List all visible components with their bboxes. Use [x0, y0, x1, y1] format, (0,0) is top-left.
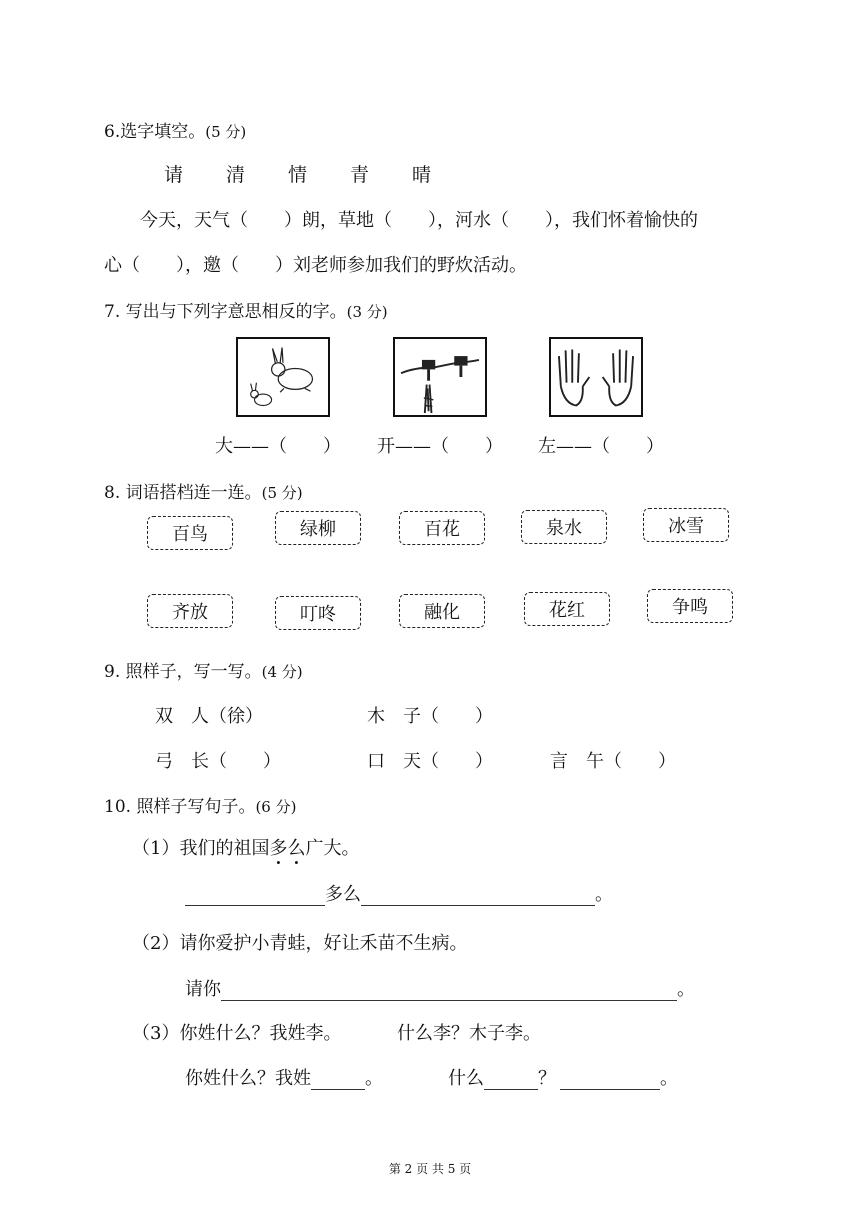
q7-item-3: 左——（ ） — [538, 436, 664, 457]
word-bank-item: 清 — [226, 164, 246, 186]
fill-text: 。 — [660, 1068, 678, 1089]
q6-line-2: 心（ ），邀（ ）刘老师参加我们的野炊活动。 — [104, 255, 527, 276]
word-box-top[interactable]: 百花 — [399, 511, 485, 545]
sentence-label: （3） — [132, 1023, 180, 1044]
word-bank-item: 请 — [164, 164, 184, 186]
q10-fill-1 — [185, 880, 613, 906]
answer-blank[interactable] — [560, 1071, 660, 1090]
rabbits-icon — [238, 339, 328, 415]
fill-text: 请你 — [185, 979, 221, 1000]
word-box-bottom[interactable]: 融化 — [399, 594, 485, 628]
q9-example: 双 人（徐） — [155, 706, 263, 727]
faucet-picture — [393, 337, 487, 417]
rabbits-picture — [236, 337, 330, 417]
word-box-top[interactable]: 冰雪 — [643, 508, 729, 542]
word-box-top[interactable]: 绿柳 — [275, 511, 361, 545]
fill-text: 你姓什么？我姓 — [185, 1068, 311, 1089]
fill-text: 什么 — [448, 1068, 484, 1089]
q7-item-2: 开——（ ） — [377, 436, 503, 457]
word-box-top[interactable]: 泉水 — [521, 510, 607, 544]
fill-text: ？ — [538, 1068, 556, 1089]
q7-item-1: 大——（ ） — [215, 436, 341, 457]
sentence-text: 你姓什么？我姓李。 — [179, 1023, 342, 1044]
q10-title — [104, 792, 296, 817]
page-footer: 第 2 页 共 5 页 — [388, 1162, 472, 1176]
word-box-bottom[interactable]: 争鸣 — [647, 589, 733, 623]
q6-title — [104, 117, 246, 142]
emphasis-char: 多 — [269, 838, 288, 859]
answer-blank[interactable] — [484, 1071, 538, 1090]
q9-item-2: 弓 长（ ） — [155, 751, 281, 772]
word-box-bottom[interactable]: 花红 — [524, 592, 610, 626]
q9-item-3: 口 天（ ） — [367, 751, 493, 772]
answer-blank[interactable] — [361, 887, 595, 906]
q9-item-4: 言 午（ ） — [550, 751, 676, 772]
faucet-icon — [395, 339, 485, 415]
q6-title-text: 6.选字填空。 — [104, 122, 206, 142]
q8-title-text: 8. 词语搭档连一连。 — [104, 483, 262, 503]
sentence-text: 我们的祖国 — [179, 838, 270, 859]
answer-blank[interactable] — [221, 982, 677, 1001]
q8-title — [104, 478, 303, 503]
q10-sentence-3b: 什么李？木子李。 — [397, 1023, 541, 1044]
q10-fill-3a — [185, 1064, 383, 1090]
q7-title — [104, 297, 388, 322]
answer-blank[interactable] — [311, 1071, 365, 1090]
q7-points: (3 分) — [346, 303, 388, 321]
word-box-bottom[interactable]: 叮咚 — [275, 596, 361, 630]
q6-line-1: 今天，天气（ ）朗，草地（ ），河水（ ），我们怀着愉快的 — [140, 210, 698, 231]
word-bank-item: 情 — [288, 164, 308, 186]
emphasis-char: 么 — [287, 838, 306, 859]
word-box-bottom[interactable]: 齐放 — [147, 594, 233, 628]
sentence-text: 请你爱护小青蛙，好让禾苗不生病。 — [179, 933, 468, 954]
q9-points: (4 分) — [261, 663, 303, 681]
word-box-top[interactable]: 百鸟 — [147, 516, 233, 550]
word-bank-item: 青 — [350, 164, 370, 186]
q10-sentence-1 — [132, 834, 359, 860]
hands-picture — [549, 337, 643, 417]
q9-item-1: 木 子（ ） — [367, 706, 493, 727]
sentence-text: 广大。 — [305, 838, 360, 859]
hands-icon — [551, 339, 641, 415]
fill-text: 。 — [677, 979, 695, 1000]
sentence-label: （2） — [132, 933, 180, 954]
q6-word-bank — [164, 160, 474, 187]
fill-text: 。 — [365, 1068, 383, 1089]
q9-title-text: 9. 照样子，写一写。 — [104, 662, 262, 682]
q10-fill-3b — [448, 1064, 678, 1090]
q10-sentence-3 — [132, 1019, 341, 1045]
q10-fill-2 — [185, 975, 695, 1001]
word-bank-item: 晴 — [412, 164, 432, 186]
fill-text: 多么 — [325, 884, 361, 905]
answer-blank[interactable] — [185, 887, 325, 906]
q10-sentence-2 — [132, 929, 467, 955]
q8-points: (5 分) — [261, 484, 303, 502]
q10-points: (6 分) — [255, 798, 297, 816]
q6-points: (5 分) — [205, 123, 247, 141]
q7-title-text: 7. 写出与下列字意思相反的字。 — [104, 302, 347, 322]
q9-title — [104, 657, 303, 682]
sentence-label: （1） — [132, 838, 180, 859]
fill-text: 。 — [595, 884, 613, 905]
q10-title-text: 10. 照样子写句子。 — [104, 797, 256, 817]
